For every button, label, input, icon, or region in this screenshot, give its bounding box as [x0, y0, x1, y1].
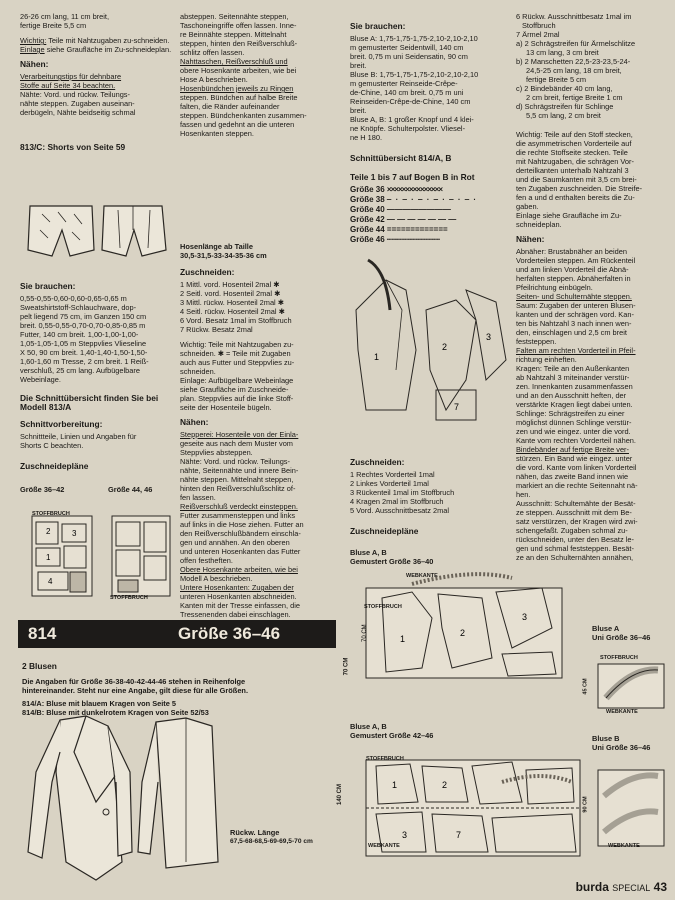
- size-row: Größe 36 ×××××××××××××××: [350, 185, 442, 194]
- text-line: Modell A beschrieben.: [180, 574, 253, 583]
- text-line: Pfeilrichtung einbügeln.: [516, 283, 593, 292]
- sie-brauchen-heading: Sie brauchen:: [20, 281, 76, 291]
- text-line: plan. Steppvlies auf die linke Stoff-: [180, 394, 294, 403]
- page-number: 43: [653, 880, 667, 894]
- column-3-lower: [350, 452, 510, 566]
- model-number: 814: [28, 624, 57, 643]
- text-line: hen.: [516, 490, 531, 499]
- text-line: Seiten- und Schulternähte steppen.: [516, 292, 632, 301]
- wichtig-label: Wichtig:: [20, 36, 47, 45]
- text-line: ten Zugaben zuschneiden. Die Streife-: [516, 184, 643, 193]
- text-line: 2 Seitl. vord. Hosenteil 2mal ✱: [180, 289, 281, 298]
- blusen-intro: [22, 656, 342, 717]
- svg-text:7: 7: [456, 830, 462, 840]
- uni-b-title: Bluse B: [592, 734, 620, 743]
- text-line: obere Hosenkante arbeiten, wie bei: [180, 66, 297, 75]
- text-line: 5 Vord. Ausschnittbesatz 2mal: [350, 506, 450, 515]
- text-line: schneideplan.: [516, 220, 562, 229]
- text-line: Falten am rechten Vorderteil in Pfeil-: [516, 346, 636, 355]
- size-label: Größe 36: [350, 185, 385, 194]
- text-line: gen und annähen. An den oberen: [180, 538, 290, 547]
- intro-line-1: 26-26 cm lang, 11 cm breit,: [20, 12, 110, 21]
- text-line: offen festheften.: [180, 556, 233, 565]
- webkante-label: WEBKANTE: [606, 709, 638, 715]
- teile-heading: Teile 1 bis 7 auf Bogen B in Rot: [350, 172, 475, 182]
- text-line: hintereinander. Steht nur eine Angabe, gilt diese für alle Größen.: [22, 686, 249, 695]
- text-line: nähen, das zweite Band innen wie: [516, 472, 629, 481]
- text-line: ze steppen. Ausschnitt mit dem Be-: [516, 508, 632, 517]
- svg-text:2: 2: [442, 780, 448, 790]
- hosenlaenge-title: Hosenlänge ab Taille: [180, 242, 253, 251]
- wichtig-paragraph: [20, 36, 172, 54]
- text-line: 1 Rechtes Vorderteil 1mal: [350, 470, 435, 479]
- plan2-title: Bluse A, B: [350, 722, 387, 731]
- schnitt-heading: Die Schnittübersicht finden Sie bei Modell 813/A: [20, 393, 159, 412]
- rueckw-laenge: [230, 828, 350, 846]
- uni-b-sub: Uni Größe 36–46: [592, 743, 651, 752]
- column-1: [20, 12, 172, 155]
- blusen-title: 2 Blusen: [22, 661, 57, 671]
- text-line: 7 Rückw. Besatz 2mal: [180, 325, 253, 334]
- brand-logo: burda: [575, 880, 609, 894]
- wichtig-block: [180, 340, 340, 412]
- stoffbruch-label: STOFFBRUCH: [110, 595, 148, 601]
- zuschneide-heading: Zuschneidepläne: [20, 461, 89, 471]
- size-label: Größe 46: [350, 235, 385, 244]
- text-line: zen und wie eingez. unter die vord.: [516, 427, 631, 436]
- text-line: Nähte: Vord. und rückw. Teilungs-: [180, 457, 290, 466]
- shorts-illustration: [22, 200, 172, 270]
- size-label: Größe 44, 46: [108, 485, 153, 494]
- text-line: siehe Graufläche im Zuschneide-: [180, 385, 289, 394]
- text-line: Hose A beschrieben.: [180, 75, 248, 84]
- text-line: a) 2 Schrägstreifen für Ärmelschlitze: [516, 39, 636, 48]
- text-line: 1,05-1,05-1,05 m Steppvlies Vlieseline: [20, 339, 147, 348]
- text-line: hinten den Reißverschlußschlitz of-: [180, 484, 296, 493]
- brand-special: SPECIAL: [612, 883, 651, 893]
- stoffbruch-label: STOFFBRUCH: [364, 604, 402, 610]
- width-label: 70 CM: [343, 657, 350, 676]
- text-line: breit. 0,55-0,55-0,70-0,70-0,85-0,85 m: [20, 321, 146, 330]
- text-line: Hosenbündchen jeweils zu Ringen: [180, 84, 294, 93]
- naehen-block: [20, 72, 172, 117]
- text-line: Bluse A: 1,75-1,75-1,75-2,10-2,10-2,10: [350, 34, 478, 43]
- wichtig-block: [516, 130, 670, 229]
- text-line: Nahttaschen, Reißverschluß und: [180, 57, 288, 66]
- intro-line-2: fertige Breite 5,5 cm: [20, 21, 87, 30]
- text-line: ab Nahtzahl 3 miteinander verstür-: [516, 373, 630, 382]
- text-line: 1,60-1,60 m Tresse, 2 cm breit. 1 Reiß-: [20, 357, 149, 366]
- size-legend: [350, 185, 508, 245]
- text-line: ne Knöpfe. Schulterpolster. Vliesel-: [350, 124, 466, 133]
- text-line: 6 Rückw. Ausschnittbesatz 1mal im: [516, 12, 632, 21]
- text-line: 7 Ärmel 2mal: [516, 30, 560, 39]
- text-line: Nähte: Vord. und rückw. Teilungs-: [20, 90, 130, 99]
- text-line: breit. 0,75 m uni Seidensatin, 90 cm: [350, 52, 468, 61]
- shorts-cutting-plans: [20, 512, 180, 602]
- text-line: und die Saumkanten mit 3,5 cm brei-: [516, 175, 637, 184]
- plan1-sub: Gemustert Größe 36–40: [350, 557, 434, 566]
- text-line: absteppen. Seitennähte steppen,: [180, 12, 289, 21]
- text-line: Shorts C beachten.: [20, 441, 84, 450]
- width-label: 140 CM: [337, 783, 344, 806]
- svg-text:70 CM: 70 CM: [362, 624, 368, 642]
- uni-a-sub: Uni Größe 36–46: [592, 633, 651, 642]
- column-4: [516, 12, 670, 562]
- text-line: schneiden.: [180, 367, 216, 376]
- uni-b-plan: [592, 766, 668, 850]
- text-line: Kanten mit der Tresse einfassen, die: [180, 601, 300, 610]
- text-line: steppen. Bündchenkanten zusammen-: [180, 111, 307, 120]
- text-line: re Beinnähte steppen. Mittelnaht: [180, 30, 287, 39]
- text-line: Steppvlies absteppen.: [180, 448, 253, 457]
- text-line: de-Chine, 140 cm breit. 0,75 m uni: [350, 88, 464, 97]
- text-line: Reißverschluß verdeckt einsteppen.: [180, 502, 298, 511]
- text-line: falten, die Ränder aufeinander: [180, 102, 280, 111]
- size-row: Größe 46 ┄┄┄┄┄┄┄┄┄┄┄: [350, 235, 440, 244]
- text-line: Bluse A, B: 1 großer Knopf und 4 klei-: [350, 115, 474, 124]
- svg-text:1: 1: [400, 634, 406, 644]
- column-3: [350, 22, 508, 245]
- text-line: kanten und der schrägen vord. Kan-: [516, 310, 634, 319]
- text-line: d) Schrägstreifen für Schlinge: [516, 102, 614, 111]
- text-line: Saum: Zugaben der unteren Blusen-: [516, 301, 636, 310]
- text-line: 4 Seitl. rückw. Hosenteil 2mal ✱: [180, 307, 285, 316]
- text-line: Wichtig: Teile auf den Stoff stecken,: [516, 130, 633, 139]
- text-line: möglichst dünnen Schlinge verstür-: [516, 418, 632, 427]
- text-line: Futter, 140 cm breit. 1,00-1,00-1,00-: [20, 330, 139, 339]
- text-line: Die Angaben für Größe 36-38-40-42-44-46 stehen in Reihenfolge: [22, 677, 246, 686]
- svg-text:4: 4: [48, 577, 53, 586]
- width-label: 45 CM: [582, 678, 589, 695]
- stoffbruch-label: STOFFBRUCH: [32, 511, 70, 517]
- stoffbruch-label: STOFFBRUCH: [600, 655, 638, 661]
- text-line: m gemusterter Reinseide-Crêpe-: [350, 79, 458, 88]
- plan2-sub: Gemustert Größe 42–46: [350, 731, 434, 740]
- text-line: auch aus Futter und Steppvlies zu-: [180, 358, 295, 367]
- text-line: Bindebänder auf fertige Breite ver-: [516, 445, 629, 454]
- svg-text:3: 3: [522, 612, 528, 622]
- text-line: die vord. Kante vom linken Vorderteil: [516, 463, 637, 472]
- text-line: Reinseiden-Crêpe-de-Chine, 140 cm: [350, 97, 471, 106]
- rueckw-values: 67,5-68-68,5-69-69,5-70 cm: [230, 838, 313, 845]
- text-line: nähte steppen. Zugaben auseinan-: [20, 99, 135, 108]
- text-line: 1 Mittl. vord. Hosenteil 2mal ✱: [180, 280, 280, 289]
- text-line: zen. Innenkanten zusammenfassen: [516, 382, 633, 391]
- svg-text:2: 2: [46, 527, 51, 536]
- naehen-heading: Nähen:: [20, 59, 49, 69]
- text-line: 0,55-0,55-0,60-0,60-0,65-0,65 m: [20, 294, 127, 303]
- text-line: c) 2 Bindebänder 40 cm lang,: [516, 84, 613, 93]
- size-row: Größe 42 — — — — — — —: [350, 215, 457, 224]
- text-line: schengefaßt. Zugaben schmal zu-: [516, 526, 628, 535]
- text-line: schlitz offen lassen.: [180, 48, 245, 57]
- blouse-illustration: [26, 712, 226, 888]
- wichtig-text: Teile mit Nahtzugaben zu-schneiden.: [48, 36, 170, 45]
- text-line: 2 Linkes Vorderteil 1mal: [350, 479, 429, 488]
- text-line: und an den Ausschnitt heften, der: [516, 391, 627, 400]
- text-line: Stoffbruch: [522, 21, 556, 30]
- text-line: derteilkanten unterhalb Nahtzahl 3: [516, 166, 629, 175]
- einlage-text: siehe Graufläche im Zu-schneideplan.: [46, 45, 172, 54]
- text-line: steppen. Bündchen auf halbe Breite: [180, 93, 298, 102]
- text-line: Einlage siehe Graufläche im Zu-: [516, 211, 622, 220]
- column-1-lower: [20, 276, 172, 499]
- webkante-label: WEBKANTE: [406, 573, 438, 579]
- text-line: breit.: [350, 61, 367, 70]
- text-line: Wichtig: Teile mit Nahtzugaben zu-: [180, 340, 294, 349]
- text-line: ze an den Schulternähten annähen,: [516, 553, 634, 562]
- size-label: Größe 38: [350, 195, 385, 204]
- stoffbruch-label: STOFFBRUCH: [366, 756, 404, 762]
- einlage-label: Einlage: [20, 45, 45, 54]
- text-line: Schlinge: Schrägstreifen zu einer: [516, 409, 625, 418]
- text-line: den, einschlagen und 2,5 cm breit: [516, 328, 627, 337]
- text-line: die rechte Stoffseite stecken. Teile: [516, 148, 628, 157]
- text-line: gaben.: [516, 202, 539, 211]
- text-line: satz verstürzen, der Kragen wird zwi-: [516, 517, 638, 526]
- text-line: Vorderteilen steppen. Am Rückenteil: [516, 256, 636, 265]
- model-size-range: Größe 36–46: [178, 624, 281, 643]
- bluse-b-line: 814/B: Bluse mit dunkelrotem Kragen von Seite 52/53: [22, 708, 209, 717]
- text-line: nähte, Seitennähte und innere Bein-: [180, 466, 299, 475]
- schnitt-heading: Schnittübersicht 814/A, B: [350, 153, 452, 163]
- text-line: Hosenkanten steppen.: [180, 129, 254, 138]
- naehen-heading: Nähen:: [180, 417, 209, 427]
- text-line: 3 Mittl. rückw. Hosenteil 2mal ✱: [180, 298, 284, 307]
- text-line: mit Nahtzugaben, die schrägen Vor-: [516, 157, 634, 166]
- text-line: ne H 180.: [350, 133, 383, 142]
- text-line: unteren Hosenkanten abschneiden.: [180, 592, 297, 601]
- text-line: 24,5-25 cm lang, 18 cm breit,: [526, 66, 622, 75]
- text-line: feststeppen.: [516, 337, 557, 346]
- hosenlaenge-values: 30,5-31,5-33-34-35-36 cm: [180, 251, 267, 260]
- page-footer: [576, 880, 667, 894]
- zuschneide-heading: Zuschneidepläne: [350, 526, 419, 536]
- text-line: Stepperei: Hosenteile von der Einla-: [180, 430, 299, 439]
- text-line: verschluß, 25 cm lang. Aufbügelbare: [20, 366, 140, 375]
- size-label: Größe 36–42: [20, 485, 65, 494]
- text-line: Ausschnitt: Schultemähte der Besät-: [516, 499, 636, 508]
- text-line: 5,5 cm lang, 2 cm breit: [526, 111, 601, 120]
- text-line: herfalten steppen. Abnäherfalten in: [516, 274, 631, 283]
- text-line: Tressenenden dabei einschlagen.: [180, 610, 291, 619]
- text-line: 3 Rückenteil 1mal im Stoffbruch: [350, 488, 455, 497]
- text-line: Verarbeitungstips für dehnbare: [20, 72, 122, 81]
- text-line: Obere Hosenkante arbeiten, wie bei: [180, 565, 298, 574]
- text-line: auf links in die Hose ziehen. Futter an: [180, 520, 304, 529]
- text-line: Futter zusammensteppen und links: [180, 511, 296, 520]
- size-label: Größe 42: [350, 215, 385, 224]
- size-label: Größe 44: [350, 225, 385, 234]
- plan1-title: Bluse A, B: [350, 548, 387, 557]
- text-line: fassen und gedehnt an die unteren: [180, 120, 295, 129]
- text-line: gen und schmal feststeppen. Besät-: [516, 544, 634, 553]
- uni-a-title: Bluse A: [592, 624, 620, 633]
- svg-text:7: 7: [454, 402, 460, 412]
- text-line: und am linken Vorderteil die Abnä-: [516, 265, 629, 274]
- size-row: Größe 44 =============: [350, 225, 448, 234]
- text-line: Sweatshirtstoff-Schlauchware, dop-: [20, 303, 137, 312]
- text-line: markiert an die rechte Seitennaht nä-: [516, 481, 638, 490]
- pattern-overview: [346, 250, 516, 430]
- text-line: Bluse B: 1,75-1,75-1,75-2,10-2,10-2,10: [350, 70, 479, 79]
- text-line: 6 Vord. Besatz 1mal im Stoffbruch: [180, 316, 292, 325]
- text-line: Webeinlage.: [20, 375, 61, 384]
- naehen-heading: Nähen:: [516, 234, 545, 244]
- cutting-plan-36-40: [352, 568, 572, 688]
- text-line: den Reißverschlußbändern einschla-: [180, 529, 301, 538]
- text-line: X 50, 90 cm breit. 1,40-1,40-1,50-1,50-: [20, 348, 148, 357]
- text-line: Untere Hosenkanten: Zugaben der: [180, 583, 294, 592]
- vorbereitung-heading: Schnittvorbereitung:: [20, 419, 103, 429]
- rueckw-title: Rückw. Länge: [230, 828, 280, 837]
- width-label: 90 CM: [582, 796, 589, 813]
- uni-a-heading: [592, 624, 672, 642]
- size-row: Größe 38 ‒ · ‒ · ‒ · ‒ · ‒ · ‒ ·: [350, 195, 478, 204]
- svg-text:1: 1: [374, 352, 380, 362]
- svg-text:3: 3: [402, 830, 408, 840]
- text-line: und unteren Hosenkanten das Futter: [180, 547, 301, 556]
- plan2-heading: [350, 722, 510, 740]
- text-line: steppen, hinten den Reißverschluß-: [180, 39, 298, 48]
- text-line: richtung einheften.: [516, 355, 577, 364]
- text-line: fen a und d enthalten bereits die Zu-: [516, 193, 635, 202]
- svg-text:3: 3: [486, 332, 492, 342]
- size-labels: [20, 485, 172, 499]
- zuschneiden-heading: Zuschneiden:: [180, 267, 235, 277]
- webkante-label: WEBKANTE: [368, 843, 400, 849]
- svg-text:2: 2: [442, 342, 448, 352]
- text-line: ten bis Nahtzahl 3 nach innen wen-: [516, 319, 632, 328]
- svg-text:2: 2: [460, 628, 466, 638]
- text-line: schneiden. ✱ = Teile mit Zugaben: [180, 349, 291, 358]
- text-line: 4 Kragen 2mal im Stoffbruch: [350, 497, 444, 506]
- text-line: b) 2 Manschetten 22,5-23-23,5-24-: [516, 57, 631, 66]
- column-2: [180, 12, 340, 138]
- text-line: nähte steppen. Mittelnaht steppen,: [180, 475, 294, 484]
- webkante-label: WEBKANTE: [608, 843, 640, 849]
- size-row: Größe 40 ————————: [350, 205, 451, 214]
- bluse-a-line: 814/A: Bluse mit blauem Kragen von Seite 5: [22, 699, 177, 708]
- model-banner: [18, 620, 336, 648]
- column-2-lower: [180, 242, 340, 619]
- text-line: Kante vom rechten Vorderteil nähen.: [516, 436, 636, 445]
- text-line: pelt liegend 75 cm, im Ganzen 150 cm: [20, 312, 147, 321]
- text-line: geseite aus nach dem Muster vom: [180, 439, 293, 448]
- svg-text:1: 1: [46, 553, 51, 562]
- text-line: Abnäher: Brustabnäher an beiden: [516, 247, 627, 256]
- text-line: die asymmetrischen Vorderteile auf: [516, 139, 632, 148]
- text-line: 2 cm breit, fertige Breite 1 cm: [526, 93, 623, 102]
- sie-brauchen-heading: Sie brauchen:: [350, 21, 406, 31]
- text-line: breit.: [350, 106, 367, 115]
- text-line: fertige Breite 5 cm: [526, 75, 586, 84]
- svg-text:3: 3: [72, 529, 77, 538]
- uni-b-heading: [592, 734, 672, 752]
- text-line: Stoffe auf Seite 34 beachten.: [20, 81, 116, 90]
- uni-a-plan: [592, 658, 668, 714]
- text-line: Kragen: Teile an den Außenkanten: [516, 364, 630, 373]
- text-line: seite der Hosenteile bügeln.: [180, 403, 272, 412]
- text-line: 13 cm lang, 3 cm breit: [526, 48, 599, 57]
- size-label: Größe 40: [350, 205, 385, 214]
- text-line: fen lassen.: [180, 493, 216, 502]
- text-line: Taschoneingriffe offen lassen. Inne-: [180, 21, 297, 30]
- text-line: rückschneiden, unter den Besatz le-: [516, 535, 634, 544]
- text-line: Einlage: Aufbügelbare Webeinlage: [180, 376, 294, 385]
- cutting-plan-42-46: [352, 752, 588, 870]
- text-line: stürzen. Ein Band wie eingez. unter: [516, 454, 633, 463]
- section-813c-heading: 813/C: Shorts von Seite 59: [20, 142, 126, 152]
- text-line: derbügeln, Nähte beidseitig schmal: [20, 108, 136, 117]
- zuschneiden-heading: Zuschneiden:: [350, 457, 405, 467]
- svg-text:1: 1: [392, 780, 398, 790]
- text-line: verstärkte Kragen liegt dabei unten.: [516, 400, 633, 409]
- text-line: Schnittteile, Linien und Angaben für: [20, 432, 137, 441]
- text-line: m gemusterter Seidentwill, 140 cm: [350, 43, 464, 52]
